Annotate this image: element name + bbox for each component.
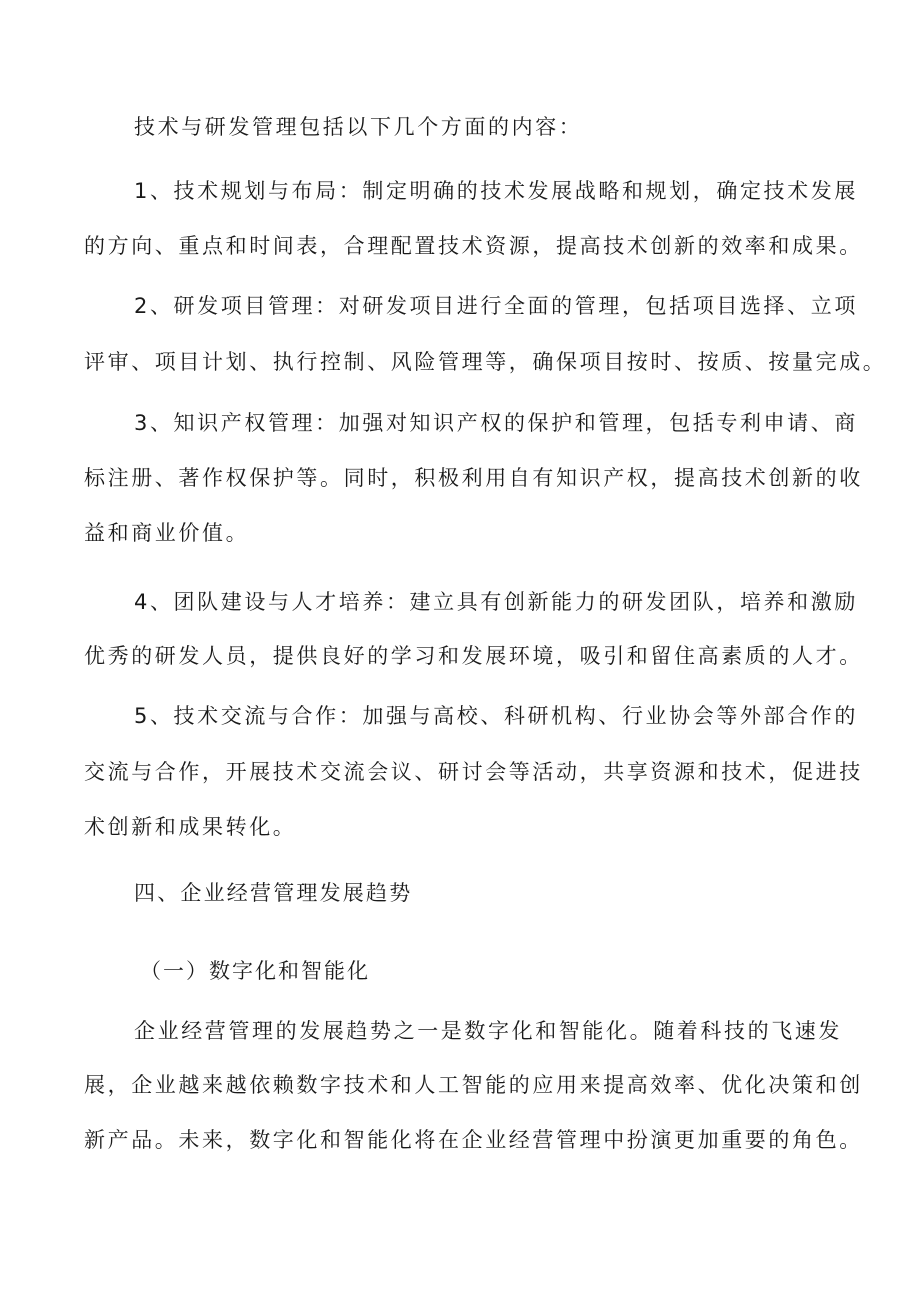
list-item-3-line-2: 标注册、著作权保护等。同时，积极利用自有知识产权，提高技术创新的收 [84,466,863,490]
intro-paragraph: 技术与研发管理包括以下几个方面的内容： [134,115,583,139]
list-item-1-line-2: 的方向、重点和时间表，合理配置技术资源，提高技术创新的效率和成果。 [84,234,863,258]
list-item-2-line-1: 2、研发项目管理：对研发项目进行全面的管理，包括项目选择、立项 [134,294,858,318]
section-heading: 四、企业经营管理发展趋势 [134,881,413,905]
subsection-heading: （一）数字化和智能化 [140,959,370,983]
list-item-4-line-1: 4、团队建设与人才培养：建立具有创新能力的研发团队，培养和激励 [134,590,858,614]
list-item-5-line-3: 术创新和成果转化。 [84,815,297,839]
list-item-2-line-2: 评审、项目计划、执行控制、风险管理等，确保项目按时、按质、按量完成。 [84,350,887,374]
list-item-5-line-1: 5、技术交流与合作：加强与高校、科研机构、行业协会等外部合作的 [134,704,858,728]
list-item-1-line-1: 1、技术规划与布局：制定明确的技术发展战略和规划，确定技术发展 [134,179,858,203]
list-item-5-line-2: 交流与合作，开展技术交流会议、研讨会等活动，共享资源和技术，促进技 [84,760,863,784]
closing-paragraph-line-2: 展，企业越来越依赖数字技术和人工智能的应用来提高效率、优化决策和创 [84,1073,863,1097]
list-item-4-line-2: 优秀的研发人员，提供良好的学习和发展环境，吸引和留住高素质的人才。 [84,644,863,668]
list-item-3-line-1: 3、知识产权管理：加强对知识产权的保护和管理，包括专利申请、商 [134,411,858,435]
closing-paragraph-line-3: 新产品。未来，数字化和智能化将在企业经营管理中扮演更加重要的角色。 [84,1128,863,1152]
list-item-3-line-3: 益和商业价值。 [84,521,250,545]
closing-paragraph-line-1: 企业经营管理的发展趋势之一是数字化和智能化。随着科技的飞速发 [134,1019,842,1043]
